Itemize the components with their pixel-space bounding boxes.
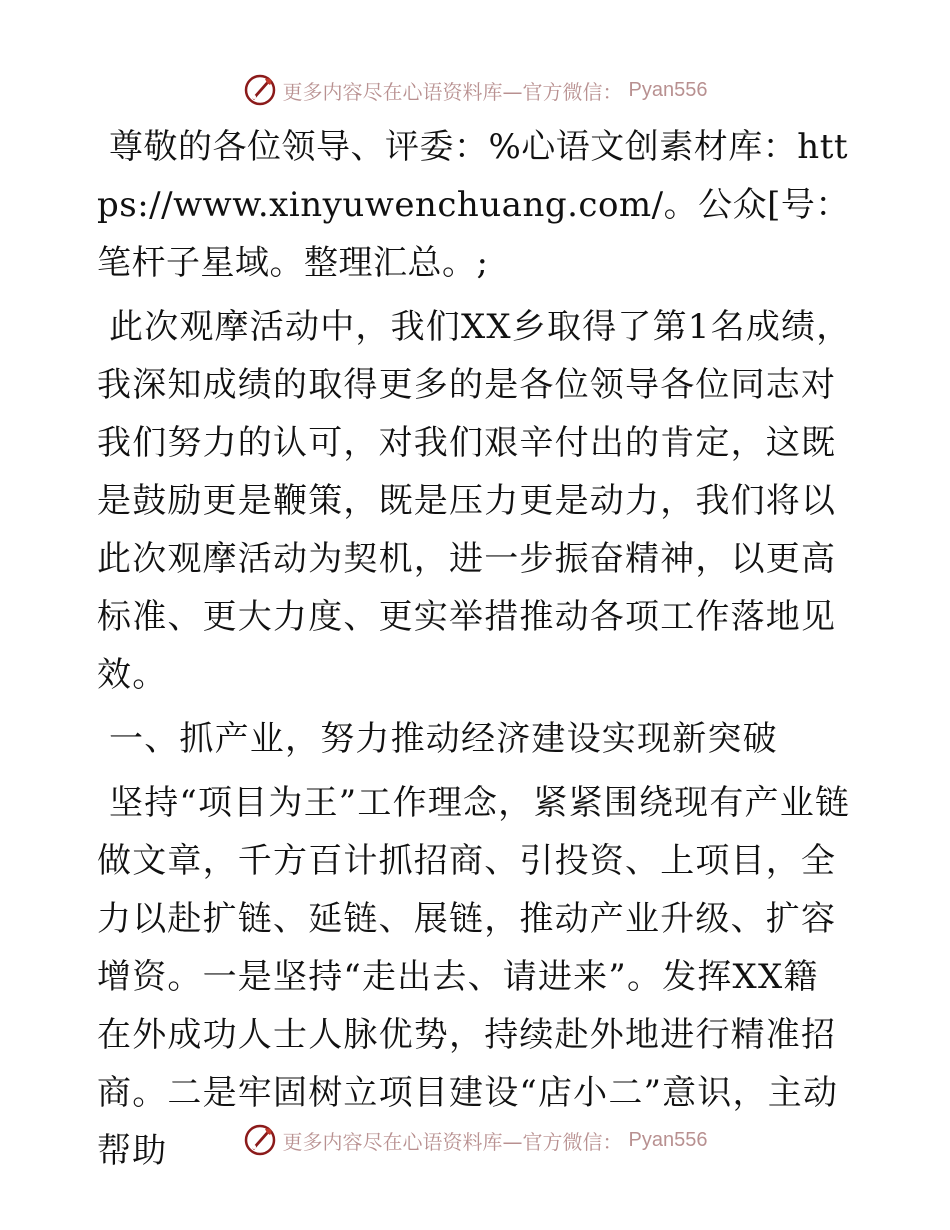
document-body — [97, 118, 852, 1186]
watermark-handle: Pyan556 — [628, 78, 708, 101]
watermark-header — [0, 70, 950, 110]
section-heading-1: 一、抓产业，努力推动经济建设实现新突破 — [109, 719, 778, 759]
watermark-text: 更多内容尽在心语资料库—官方微信： — [282, 79, 623, 104]
body-paragraph-1: 此次观摩活动中，我们XX乡取得了第1名成绩，我深知成绩的取得更多的是各位领导各位同志对我们努力的认可，对我们艰辛付出的肯定，这既是鼓励更是鞭策，既是压力更是动力，我们将以此次观摩活动为契机，进一步振奋精神，以更高标准、更大力度、更实举措推动各项工作落地见效。 — [97, 307, 852, 695]
greeting-paragraph: 尊敬的各位领导、评委：%心语文创素材库：https://www.xinyuwenchuang.com/。公众[号：笔杆子星域。整理汇总。; — [97, 127, 850, 283]
quill-logo-icon — [243, 73, 277, 107]
quill-logo-icon — [243, 1123, 277, 1157]
watermark-handle: Pyan556 — [628, 1128, 708, 1151]
watermark-footer — [0, 1120, 950, 1160]
watermark-text: 更多内容尽在心语资料库—官方微信： — [282, 1129, 623, 1154]
body-paragraph-2: 坚持“项目为王”工作理念，紧紧围绕现有产业链做文章，千方百计抓招商、引投资、上项目，全力以赴扩链、延链、展链，推动产业升级、扩容增资。一是坚持“走出去、请进来”。发挥XX籍在外成功人士人脉优势，持续赴外地进行精准招商。二是牢固树立项目建设“店小二”意识，主动帮助 — [97, 783, 851, 1171]
